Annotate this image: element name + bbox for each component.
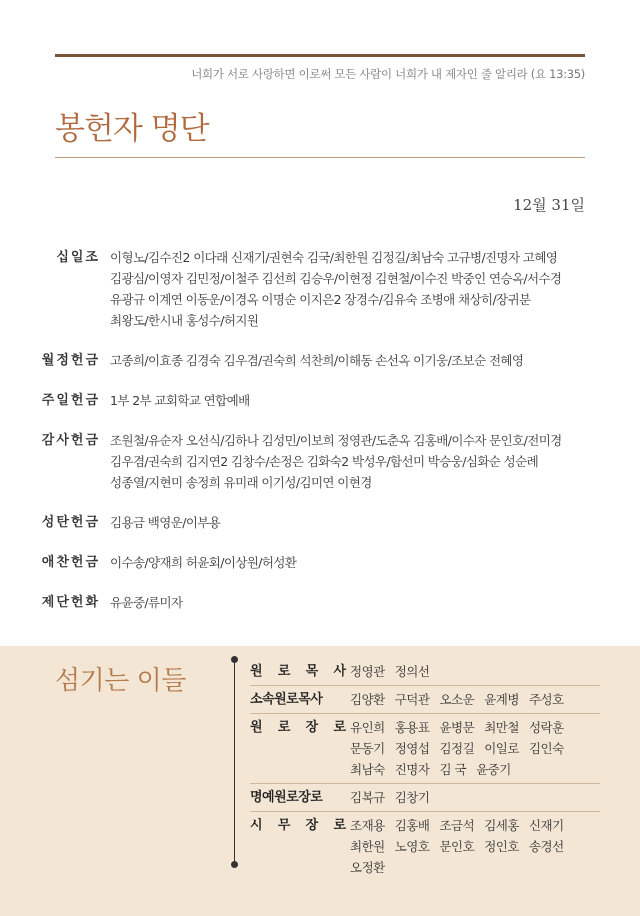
offering-row (0, 552, 640, 573)
offering-line: 김우겸/권숙희 김지연2 김창수/손정은 김화숙2 박성우/함선미 박승웅/심화순 성순례 (110, 454, 539, 469)
servant-names (350, 689, 600, 710)
offering-names (110, 247, 580, 331)
servant-names (350, 815, 600, 878)
servant-row (250, 812, 600, 881)
servant-name: 정의선 (394, 664, 430, 679)
servant-name: 김세홍 (484, 818, 519, 833)
servant-role-label (250, 815, 350, 878)
offering-names (110, 512, 580, 533)
offering-line: 유광규 이계연 이동운/이경옥 이명순 이지은2 장경수/김유숙 조병애 채상히/장귀분 (110, 292, 531, 307)
servant-name: 송경선 (528, 839, 564, 854)
offering-label: 애찬헌금 (41, 555, 100, 570)
servant-name: 조재용 (350, 818, 385, 833)
servants-section (0, 646, 640, 916)
servants-list (250, 658, 600, 881)
offering-line: 고종희/이효종 김경숙 김우겸/권숙희 석찬희/이해동 손선옥 이기웅/조보순 전혜영 (110, 353, 524, 368)
servant-name: 최남숙 (350, 762, 385, 777)
role-char: 로 (277, 720, 291, 735)
servant-name: 김 국 (439, 762, 467, 777)
role-char: 원 (250, 720, 263, 735)
offering-list (0, 247, 640, 632)
offering-names (110, 350, 580, 371)
servant-row (250, 714, 600, 784)
offering-row (0, 247, 640, 331)
servant-name: 노영호 (394, 839, 430, 854)
role-char: 로 (333, 720, 346, 735)
servant-name: 최만철 (484, 720, 519, 735)
offering-label: 주일헌금 (41, 393, 100, 408)
servant-row (250, 658, 600, 686)
role-char: 사 (333, 664, 346, 679)
role-char: 장 (305, 720, 319, 735)
offering-names (110, 592, 580, 613)
servant-name: 김복규 (350, 790, 385, 805)
divider-dot-top (231, 656, 238, 663)
role-char: 목 (305, 664, 319, 679)
servant-name: 윤중기 (476, 762, 511, 777)
servant-row (250, 784, 600, 812)
servant-name: 이일로 (484, 741, 519, 756)
title-rule (55, 157, 585, 158)
offering-names (110, 552, 580, 573)
offering-line: 유윤중/류미자 (110, 595, 183, 610)
servant-name: 윤병문 (439, 720, 475, 735)
role-char: 무 (277, 818, 291, 833)
servant-name: 유인희 (350, 720, 385, 735)
servant-name: 최한원 (350, 839, 385, 854)
servant-name: 문동기 (350, 741, 385, 756)
servant-name: 정인호 (484, 839, 519, 854)
verse-quote: 너희가 서로 사랑하면 이로써 모든 사람이 너희가 내 제자인 줄 알리라 (요 13:35) (191, 67, 585, 81)
servants-title: 섬기는 이들 (55, 666, 186, 696)
divider-dot-bottom (231, 861, 238, 868)
servant-name: 성락훈 (528, 720, 564, 735)
servant-name: 오정환 (350, 860, 385, 875)
offering-line: 이형노/김수진2 이다래 신재기/권현숙 김국/최한원 김정길/최남숙 고규병/진명자 고혜영 (110, 250, 558, 265)
servant-name: 조금석 (439, 818, 475, 833)
offering-names (110, 430, 580, 493)
offering-row (0, 512, 640, 533)
offering-row (0, 350, 640, 371)
servant-name: 진명자 (394, 762, 430, 777)
servant-name: 김정길 (439, 741, 475, 756)
top-rule (55, 54, 585, 57)
offering-line: 1부 2부 교회학교 연합예배 (110, 393, 250, 408)
servant-name: 정영관 (350, 664, 385, 679)
offering-names (110, 390, 580, 411)
offering-line: 이수송/양재희 허윤회/이상원/허성환 (110, 555, 297, 570)
servant-role-label: 소속원로목사 (250, 692, 323, 707)
servant-name: 문인호 (439, 839, 475, 854)
servant-name: 홍용표 (394, 720, 430, 735)
offering-label: 월정헌금 (41, 353, 100, 368)
divider-line (234, 659, 235, 864)
role-char: 시 (250, 818, 263, 833)
role-char: 로 (333, 818, 346, 833)
servant-row (250, 686, 600, 714)
offering-label: 감사헌금 (41, 433, 100, 448)
role-char: 로 (277, 664, 291, 679)
servant-names (350, 787, 600, 808)
servant-name: 김인숙 (528, 741, 564, 756)
offering-row (0, 592, 640, 613)
servant-names (350, 717, 600, 780)
servant-role-label: 명예원로장로 (250, 790, 323, 805)
page-title: 봉헌자 명단 (55, 111, 209, 147)
offering-line: 조원철/유순자 오선식/김하나 김성민/이보희 정영관/도춘옥 김홍배/이수자 문인호/전미경 (110, 433, 562, 448)
servant-role-label (250, 717, 350, 780)
offering-line: 김용금 백영운/이부용 (110, 515, 221, 530)
offering-row (0, 430, 640, 493)
offering-line: 최왕도/한시내 홍성수/허지원 (110, 313, 259, 328)
servant-name: 오소운 (439, 692, 475, 707)
servant-names (350, 661, 600, 682)
servant-name: 주성호 (528, 692, 564, 707)
offering-label: 성탄헌금 (41, 515, 100, 530)
servant-name: 신재기 (528, 818, 564, 833)
servant-name: 김홍배 (394, 818, 430, 833)
date-label: 12월 31일 (513, 196, 585, 214)
offering-label: 제단헌화 (41, 595, 100, 610)
servant-name: 김창기 (394, 790, 430, 805)
role-char: 원 (250, 664, 263, 679)
offering-label: 십일조 (56, 250, 100, 265)
servant-name: 구덕관 (394, 692, 430, 707)
offering-line: 김광심/이영자 김민정/이철주 김선희 김승우/이현정 김현철/이수진 박중인 연승옥/서수경 (110, 271, 562, 286)
servant-name: 정영섭 (394, 741, 430, 756)
servant-name: 윤계병 (484, 692, 519, 707)
role-char: 장 (305, 818, 319, 833)
servant-role-label (250, 661, 350, 682)
offering-row (0, 390, 640, 411)
servant-name: 김양환 (350, 692, 385, 707)
offering-line: 성종열/지현미 송정희 유미래 이기성/김미연 이현경 (110, 475, 372, 490)
